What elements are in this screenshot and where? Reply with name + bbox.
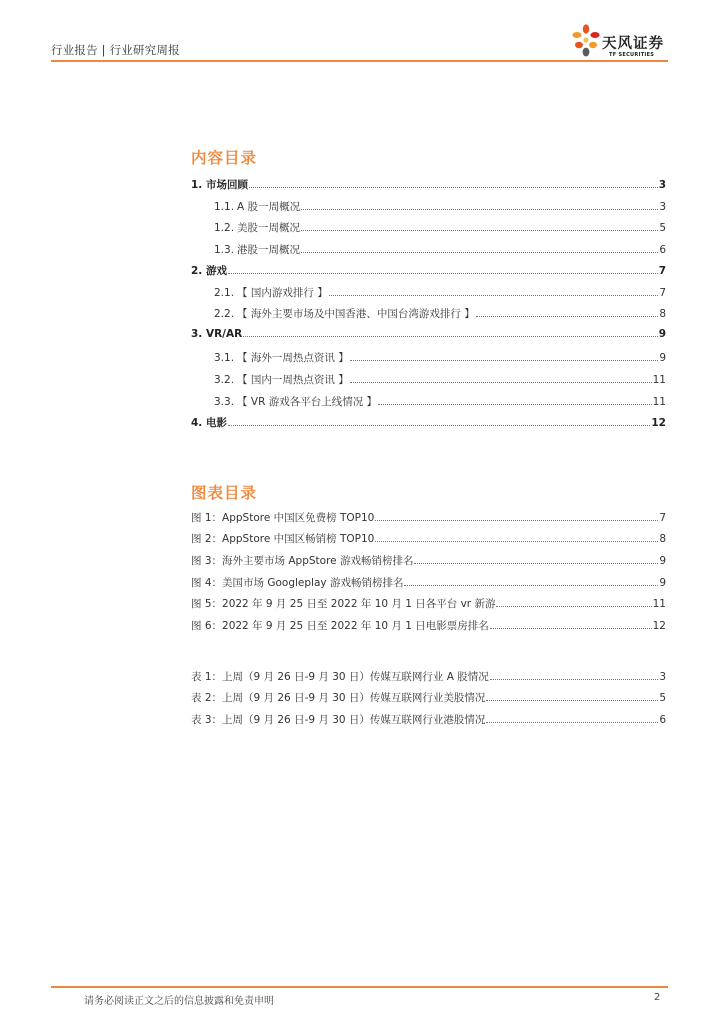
flower-logo-icon [571,24,601,60]
figure-entry[interactable]: 图 6：2022 年 9 月 25 日至 2022 年 10 月 1 日电影票房排名 12 [191,620,666,632]
toc-entry[interactable]: 3. VR/AR 9 [191,328,666,340]
toc-entry[interactable]: 1.3. 港股一周概况 6 [214,244,666,256]
figures-toc-title: 图表目录 [191,484,258,502]
toc-entry[interactable]: 1.1. A 股一周概况 3 [214,201,666,213]
figure-entry[interactable]: 图 4：美国市场 Googleplay 游戏畅销榜排名 9 [191,577,666,589]
toc-entry[interactable]: 2.2. 【 海外主要市场及中国香港、中国台湾游戏排行 】 8 [214,308,666,320]
figure-entry[interactable]: 图 3：海外主要市场 AppStore 游戏畅销榜排名 9 [191,555,666,567]
toc-entry[interactable]: 2.1. 【 国内游戏排行 】 7 [214,287,666,299]
figure-entry[interactable]: 图 5：2022 年 9 月 25 日至 2022 年 10 月 1 日各平台 vr 新游 11 [191,598,666,610]
table-entry[interactable]: 表 2：上周（9 月 26 日-9 月 30 日）传媒互联网行业美股情况 5 [191,692,666,704]
toc-entry[interactable]: 3.2. 【 国内一周热点资讯 】 11 [214,374,666,386]
logo-chinese-name: 天风证券 [602,36,664,52]
logo-english-name: TF SECURITIES [609,52,655,58]
figure-entry[interactable]: 图 1：AppStore 中国区免费榜 TOP10 7 [191,512,666,524]
table-entry[interactable]: 表 3：上周（9 月 26 日-9 月 30 日）传媒互联网行业港股情况 6 [191,714,666,726]
document-type: 行业报告 | 行业研究周报 [51,43,180,57]
table-entry[interactable]: 表 1：上周（9 月 26 日-9 月 30 日）传媒互联网行业 A 股情况 3 [191,671,666,683]
footer-disclaimer: 请务必阅读正文之后的信息披露和免责申明 [84,996,274,1007]
header-divider [51,60,668,62]
footer-divider [51,986,668,988]
toc-entry[interactable]: 3.3. 【 VR 游戏各平台上线情况 】 11 [214,396,666,408]
toc-title: 内容目录 [191,149,258,167]
toc-entry[interactable]: 4. 电影 12 [191,417,666,429]
company-logo [571,24,671,60]
figure-entry[interactable]: 图 2：AppStore 中国区畅销榜 TOP10 8 [191,533,666,545]
toc-entry[interactable]: 1. 市场回顾 3 [191,179,666,191]
toc-entry[interactable]: 2. 游戏 7 [191,265,666,277]
page-number: 2 [654,992,661,1003]
toc-entry[interactable]: 1.2. 美股一周概况 5 [214,222,666,234]
toc-entry[interactable]: 3.1. 【 海外一周热点资讯 】 9 [214,352,666,364]
